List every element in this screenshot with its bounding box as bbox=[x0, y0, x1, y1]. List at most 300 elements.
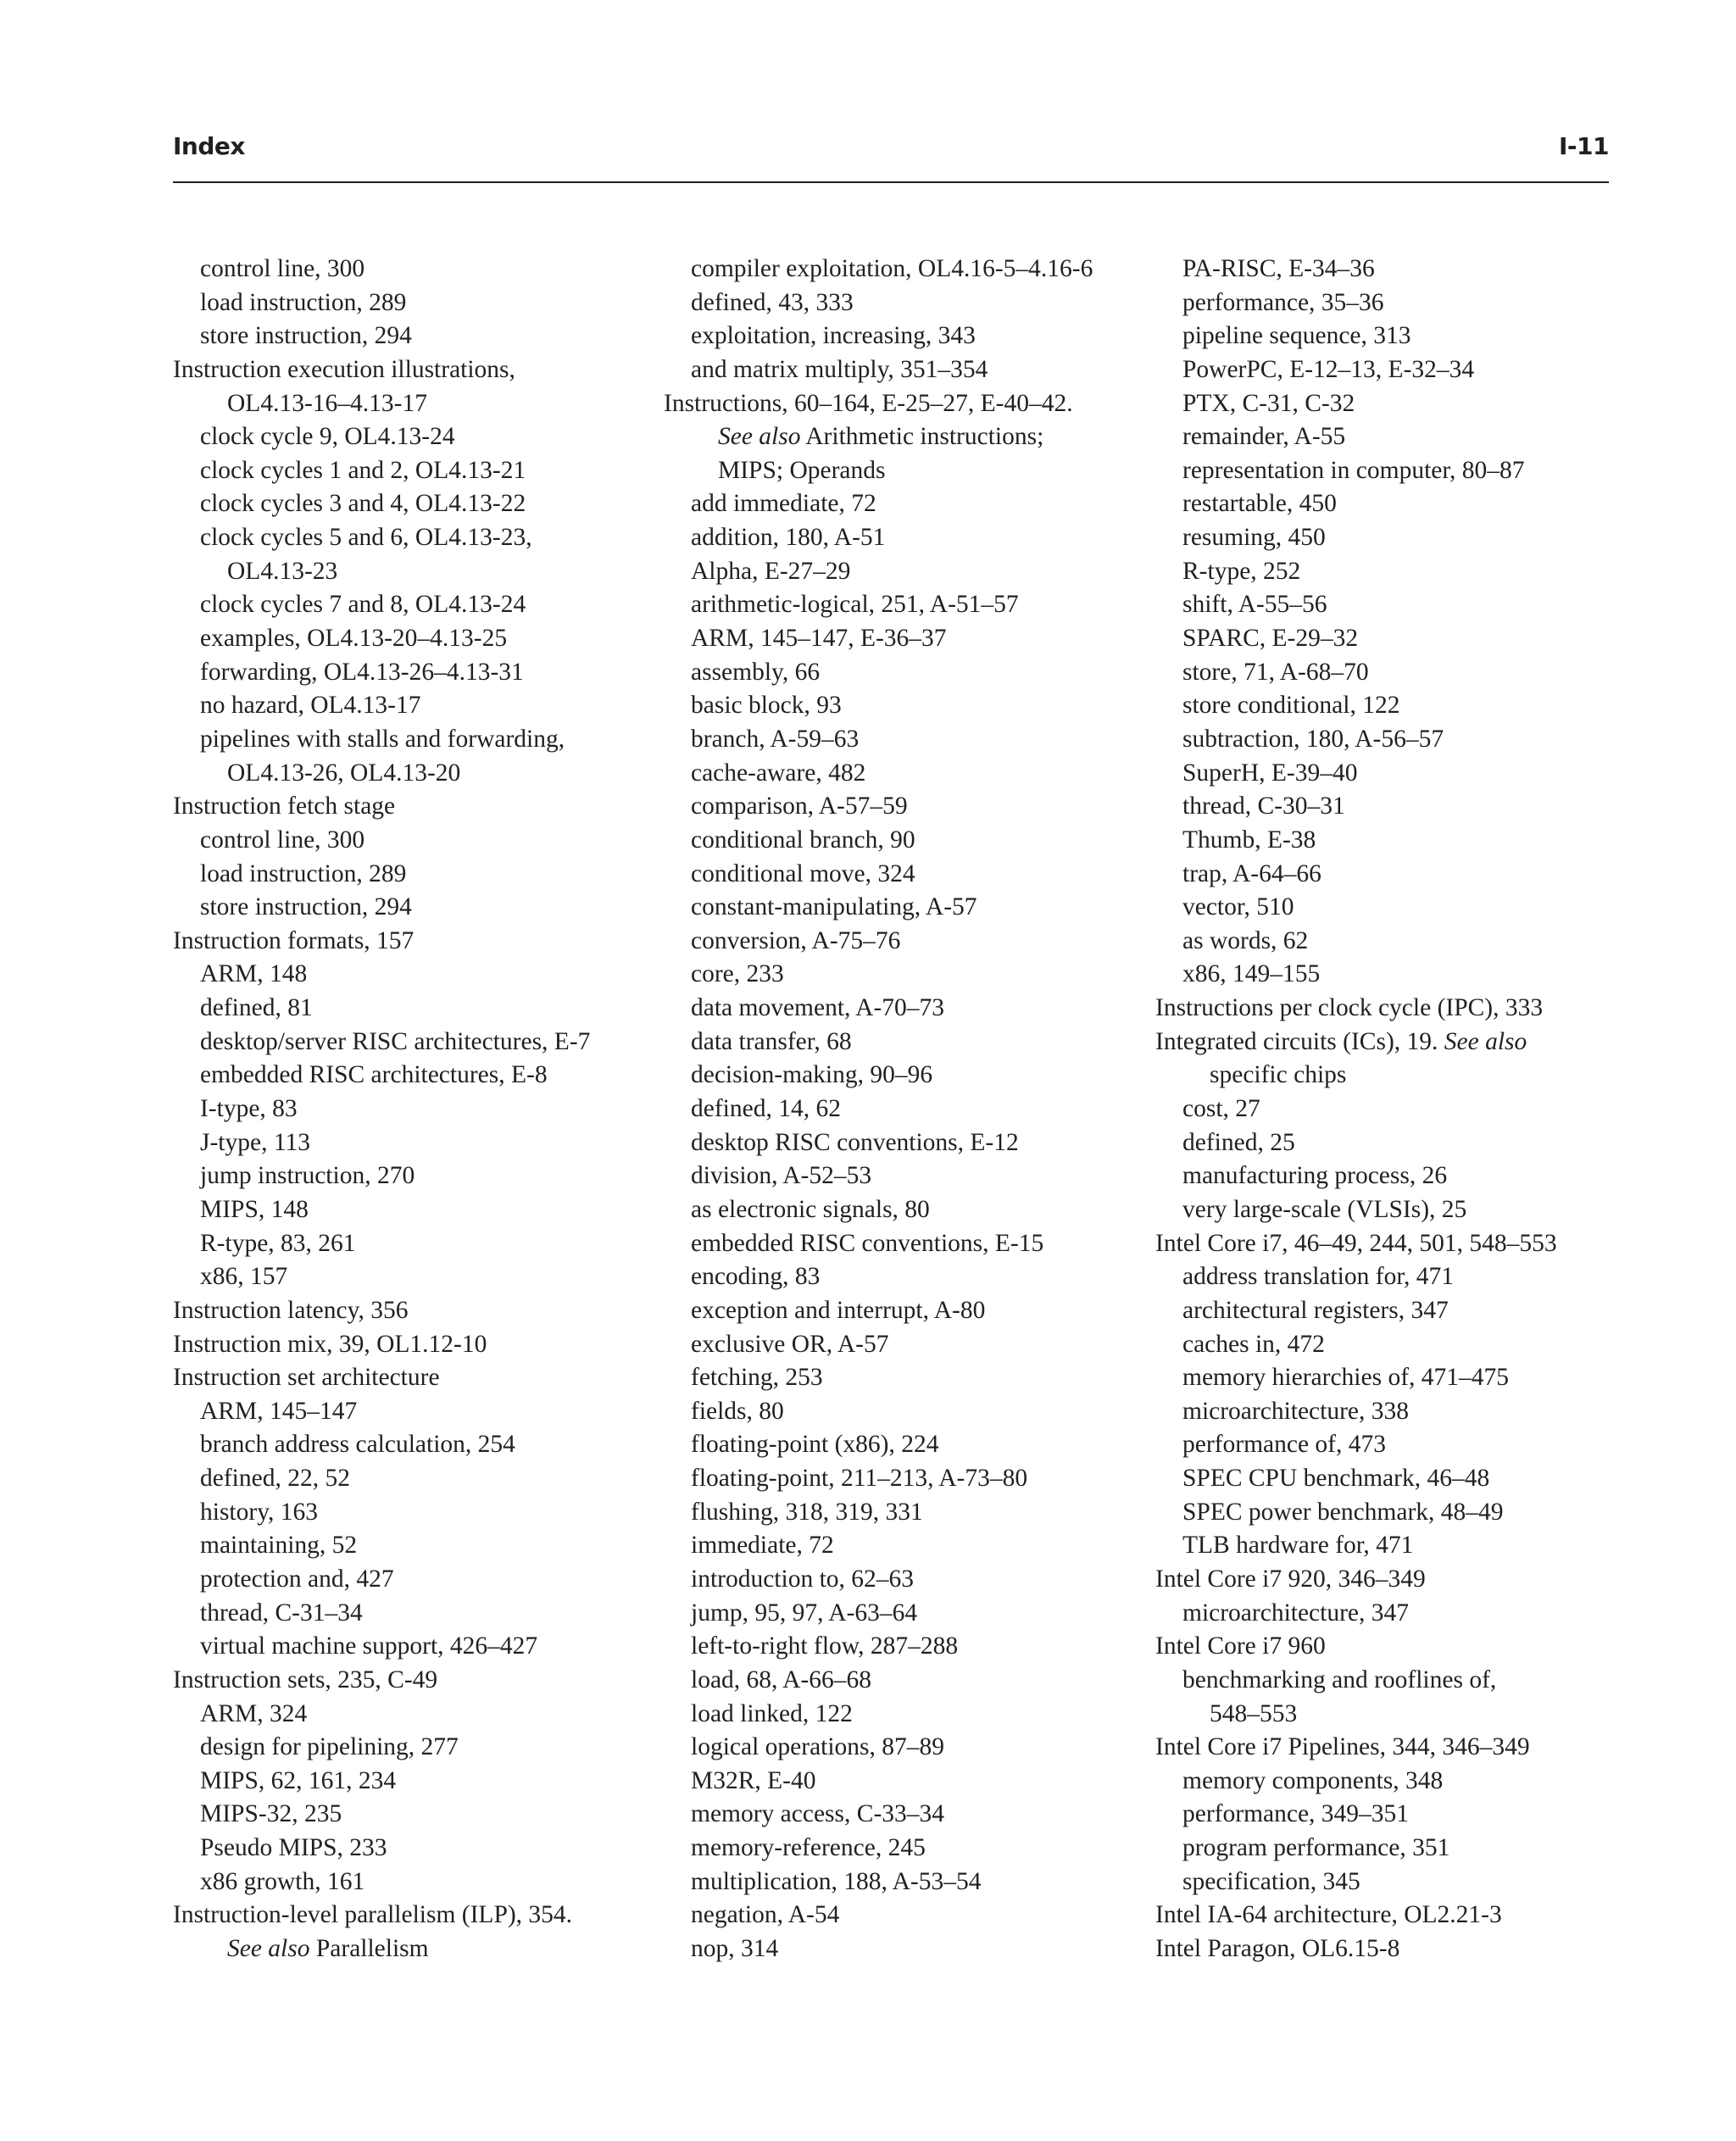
entry-text: conditional move, 324 bbox=[691, 859, 915, 887]
index-subentry bbox=[664, 1664, 1138, 1698]
index-subentry bbox=[173, 1428, 656, 1462]
index-column-3 bbox=[1155, 253, 1630, 1966]
entry-text: OL4.13-23 bbox=[227, 557, 338, 585]
entry-text: address translation for, 471 bbox=[1182, 1263, 1454, 1291]
entry-text: thread, C-31–34 bbox=[200, 1599, 363, 1627]
entry-text: J-type, 113 bbox=[200, 1128, 310, 1156]
index-continuation bbox=[1155, 1059, 1630, 1093]
entry-text: Arithmetic instructions; bbox=[800, 423, 1044, 451]
index-subentry bbox=[1155, 858, 1630, 892]
index-entry bbox=[1155, 1932, 1630, 1966]
entry-text: program performance, 351 bbox=[1182, 1834, 1450, 1862]
index-subentry bbox=[1155, 1496, 1630, 1530]
entry-text: Instruction formats, 157 bbox=[173, 926, 415, 954]
entry-text: Instruction set architecture bbox=[173, 1364, 440, 1392]
index-subentry bbox=[1155, 1529, 1630, 1563]
entry-text: arithmetic-logical, 251, A-51–57 bbox=[691, 591, 1019, 619]
entry-text: defined, 25 bbox=[1182, 1128, 1295, 1156]
entry-text: conditional branch, 90 bbox=[691, 826, 915, 854]
entry-text: load, 68, A-66–68 bbox=[691, 1666, 872, 1693]
entry-text: Instruction-level parallelism (ILP), 354. bbox=[173, 1901, 573, 1929]
entry-text: exclusive OR, A-57 bbox=[691, 1330, 889, 1358]
index-subentry bbox=[664, 992, 1138, 1026]
entry-text: I-type, 83 bbox=[200, 1095, 298, 1123]
index-subentry bbox=[1155, 387, 1630, 421]
index-subentry bbox=[664, 487, 1138, 521]
entry-text: add immediate, 72 bbox=[691, 490, 876, 518]
entry-text: Intel Core i7 960 bbox=[1155, 1632, 1326, 1660]
index-continuation bbox=[664, 454, 1138, 488]
index-continuation bbox=[173, 387, 656, 421]
entry-text: performance of, 473 bbox=[1182, 1431, 1386, 1459]
entry-text: PTX, C-31, C-32 bbox=[1182, 389, 1355, 417]
entry-text: maintaining, 52 bbox=[200, 1532, 358, 1560]
entry-text: Instructions per clock cycle (IPC), 333 bbox=[1155, 994, 1544, 1022]
index-subentry bbox=[173, 420, 656, 454]
entry-text: restartable, 450 bbox=[1182, 490, 1337, 518]
index-subentry bbox=[664, 1328, 1138, 1362]
entry-text: OL4.13-16–4.13-17 bbox=[227, 389, 427, 417]
index-subentry bbox=[664, 1529, 1138, 1563]
index-subentry bbox=[1155, 757, 1630, 791]
index-subentry bbox=[1155, 723, 1630, 757]
index-subentry bbox=[1155, 622, 1630, 656]
entry-text: defined, 14, 62 bbox=[691, 1095, 841, 1123]
entry-text: thread, C-30–31 bbox=[1182, 792, 1345, 820]
index-subentry bbox=[664, 1428, 1138, 1462]
entry-text: logical operations, 87–89 bbox=[691, 1733, 945, 1761]
entry-text: store, 71, A-68–70 bbox=[1182, 658, 1369, 686]
entry-text: subtraction, 180, A-56–57 bbox=[1182, 725, 1444, 753]
index-subentry bbox=[173, 1597, 656, 1631]
entry-text: desktop/server RISC architectures, E-7 bbox=[200, 1027, 591, 1055]
entry-text: control line, 300 bbox=[200, 255, 365, 282]
index-subentry bbox=[1155, 253, 1630, 286]
index-subentry bbox=[664, 1630, 1138, 1664]
entry-text: SPEC power benchmark, 48–49 bbox=[1182, 1498, 1504, 1526]
index-subentry bbox=[173, 723, 656, 757]
index-entry bbox=[173, 1361, 656, 1395]
entry-text: virtual machine support, 426–427 bbox=[200, 1632, 538, 1660]
entry-text: load instruction, 289 bbox=[200, 859, 407, 887]
entry-text: clock cycle 9, OL4.13-24 bbox=[200, 423, 455, 451]
index-subentry bbox=[664, 1227, 1138, 1261]
index-subentry bbox=[664, 1395, 1138, 1429]
entry-text: decision-making, 90–96 bbox=[691, 1061, 933, 1089]
entry-text: conversion, A-75–76 bbox=[691, 926, 901, 954]
index-subentry bbox=[173, 622, 656, 656]
index-subentry bbox=[173, 1093, 656, 1126]
index-subentry bbox=[173, 891, 656, 925]
index-subentry bbox=[664, 1093, 1138, 1126]
index-subentry bbox=[173, 1798, 656, 1832]
entry-text: benchmarking and rooflines of, bbox=[1182, 1666, 1497, 1693]
entry-text: division, A-52–53 bbox=[691, 1162, 872, 1190]
index-subentry bbox=[173, 656, 656, 690]
index-entry bbox=[1155, 1227, 1630, 1261]
index-subentry bbox=[1155, 1832, 1630, 1866]
index-subentry bbox=[664, 958, 1138, 992]
entry-text: Instruction latency, 356 bbox=[173, 1296, 409, 1324]
entry-text: jump, 95, 97, A-63–64 bbox=[691, 1599, 918, 1627]
index-entry bbox=[1155, 1563, 1630, 1597]
index-subentry bbox=[1155, 790, 1630, 824]
index-subentry bbox=[173, 1126, 656, 1160]
index-subentry bbox=[173, 320, 656, 353]
index-subentry bbox=[664, 1462, 1138, 1496]
entry-text: jump instruction, 270 bbox=[200, 1162, 415, 1190]
entry-text: microarchitecture, 347 bbox=[1182, 1599, 1410, 1627]
index-subentry bbox=[664, 588, 1138, 622]
index-subentry bbox=[173, 521, 656, 555]
entry-text: defined, 81 bbox=[200, 994, 313, 1022]
entry-text: Instruction mix, 39, OL1.12-10 bbox=[173, 1330, 487, 1358]
entry-text: Integrated circuits (ICs), 19. bbox=[1155, 1027, 1444, 1055]
entry-text: MIPS, 62, 161, 234 bbox=[200, 1766, 397, 1794]
entry-text: remainder, A-55 bbox=[1182, 423, 1346, 451]
entry-text: Instruction execution illustrations, bbox=[173, 355, 515, 383]
entry-text: Intel Core i7, 46–49, 244, 501, 548–553 bbox=[1155, 1229, 1557, 1257]
entry-text: fetching, 253 bbox=[691, 1364, 823, 1392]
index-subentry bbox=[1155, 1159, 1630, 1193]
index-subentry bbox=[173, 1026, 656, 1059]
entry-text: shift, A-55–56 bbox=[1182, 591, 1327, 619]
entry-text: SuperH, E-39–40 bbox=[1182, 759, 1358, 787]
index-subentry bbox=[664, 521, 1138, 555]
index-subentry bbox=[1155, 555, 1630, 589]
index-entry bbox=[1155, 1731, 1630, 1765]
entry-text: x86 growth, 161 bbox=[200, 1867, 365, 1895]
index-entry bbox=[1155, 1630, 1630, 1664]
entry-text: very large-scale (VLSIs), 25 bbox=[1182, 1195, 1467, 1223]
index-subentry bbox=[173, 1059, 656, 1093]
entry-text: exploitation, increasing, 343 bbox=[691, 322, 976, 350]
entry-text: forwarding, OL4.13-26–4.13-31 bbox=[200, 658, 524, 686]
entry-text: embedded RISC conventions, E-15 bbox=[691, 1229, 1044, 1257]
index-entry bbox=[173, 1664, 656, 1698]
see-also-label: See also bbox=[1444, 1027, 1527, 1055]
entry-text: introduction to, 62–63 bbox=[691, 1565, 915, 1593]
index-subentry bbox=[173, 286, 656, 320]
index-subentry bbox=[1155, 521, 1630, 555]
index-subentry bbox=[173, 1462, 656, 1496]
index-subentry bbox=[1155, 588, 1630, 622]
index-subentry bbox=[173, 1260, 656, 1294]
index-subentry bbox=[664, 1899, 1138, 1932]
entry-text: exception and interrupt, A-80 bbox=[691, 1296, 986, 1324]
entry-text: Intel IA-64 architecture, OL2.21-3 bbox=[1155, 1901, 1502, 1929]
entry-text: as words, 62 bbox=[1182, 926, 1309, 954]
index-subentry bbox=[1155, 454, 1630, 488]
entry-text: Intel Core i7 920, 346–349 bbox=[1155, 1565, 1426, 1593]
index-subentry bbox=[664, 723, 1138, 757]
index-subentry bbox=[664, 253, 1138, 286]
index-subentry bbox=[1155, 891, 1630, 925]
index-entry bbox=[173, 1294, 656, 1328]
entry-text: TLB hardware for, 471 bbox=[1182, 1532, 1414, 1560]
index-subentry bbox=[664, 1496, 1138, 1530]
entry-text: addition, 180, A-51 bbox=[691, 524, 886, 552]
index-subentry bbox=[1155, 320, 1630, 353]
index-subentry bbox=[1155, 1664, 1630, 1698]
index-subentry bbox=[173, 454, 656, 488]
index-subentry bbox=[173, 1630, 656, 1664]
index-subentry bbox=[1155, 487, 1630, 521]
index-entry bbox=[173, 925, 656, 959]
entry-text: cost, 27 bbox=[1182, 1095, 1260, 1123]
index-subentry bbox=[664, 1731, 1138, 1765]
entry-text: data transfer, 68 bbox=[691, 1027, 852, 1055]
index-subentry bbox=[664, 1059, 1138, 1093]
index-subentry bbox=[664, 858, 1138, 892]
entry-text: microarchitecture, 338 bbox=[1182, 1397, 1410, 1425]
entry-text: defined, 22, 52 bbox=[200, 1465, 350, 1493]
entry-text: constant-manipulating, A-57 bbox=[691, 893, 977, 921]
index-subentry bbox=[664, 1193, 1138, 1227]
entry-text: Instruction fetch stage bbox=[173, 792, 396, 820]
page-number: I-11 bbox=[1558, 132, 1609, 160]
entry-text: Instructions, 60–164, E-25–27, E-40–42. bbox=[664, 389, 1073, 417]
entry-text: branch address calculation, 254 bbox=[200, 1431, 515, 1459]
entry-text: x86, 149–155 bbox=[1182, 960, 1321, 988]
index-subentry bbox=[664, 1698, 1138, 1732]
index-subentry bbox=[1155, 958, 1630, 992]
entry-text: clock cycles 3 and 4, OL4.13-22 bbox=[200, 490, 526, 518]
entry-text: load instruction, 289 bbox=[200, 288, 407, 316]
running-header bbox=[173, 129, 1609, 183]
entry-text: trap, A-64–66 bbox=[1182, 859, 1321, 887]
entry-text: R-type, 252 bbox=[1182, 557, 1301, 585]
entry-text: x86, 157 bbox=[200, 1263, 288, 1291]
entry-text: control line, 300 bbox=[200, 826, 365, 854]
index-subentry bbox=[173, 858, 656, 892]
entry-text: clock cycles 5 and 6, OL4.13-23, bbox=[200, 524, 532, 552]
entry-text: ARM, 145–147 bbox=[200, 1397, 358, 1425]
index-subentry bbox=[1155, 1462, 1630, 1496]
index-subentry bbox=[664, 925, 1138, 959]
index-subentry bbox=[664, 1159, 1138, 1193]
entry-text: MIPS; Operands bbox=[718, 456, 886, 484]
index-entry bbox=[173, 1899, 656, 1932]
entry-text: data movement, A-70–73 bbox=[691, 994, 945, 1022]
index-subentry bbox=[1155, 1294, 1630, 1328]
index-subentry bbox=[664, 1563, 1138, 1597]
entry-text: embedded RISC architectures, E-8 bbox=[200, 1061, 548, 1089]
index-subentry bbox=[1155, 1428, 1630, 1462]
entry-text: Alpha, E-27–29 bbox=[691, 557, 851, 585]
entry-text: memory-reference, 245 bbox=[691, 1834, 926, 1862]
entry-text: Thumb, E-38 bbox=[1182, 826, 1316, 854]
index-subentry bbox=[1155, 1361, 1630, 1395]
index-entry bbox=[173, 353, 656, 387]
entry-text: left-to-right flow, 287–288 bbox=[691, 1632, 959, 1660]
index-subentry bbox=[173, 1227, 656, 1261]
entry-text: no hazard, OL4.13-17 bbox=[200, 692, 421, 720]
entry-text: desktop RISC conventions, E-12 bbox=[691, 1128, 1019, 1156]
entry-text: examples, OL4.13-20–4.13-25 bbox=[200, 625, 508, 653]
entry-text: Intel Core i7 Pipelines, 344, 346–349 bbox=[1155, 1733, 1530, 1761]
index-subentry bbox=[664, 1832, 1138, 1866]
index-continuation bbox=[173, 757, 656, 791]
index-subentry bbox=[173, 1529, 656, 1563]
index-subentry bbox=[173, 487, 656, 521]
index-subentry bbox=[664, 320, 1138, 353]
index-subentry bbox=[664, 1361, 1138, 1395]
index-subentry bbox=[173, 253, 656, 286]
see-also-label: See also bbox=[718, 423, 801, 451]
entry-text: vector, 510 bbox=[1182, 893, 1294, 921]
entry-text: protection and, 427 bbox=[200, 1565, 394, 1593]
index-subentry bbox=[173, 1563, 656, 1597]
index-subentry bbox=[664, 353, 1138, 387]
entry-text: assembly, 66 bbox=[691, 658, 821, 686]
index-subentry bbox=[664, 1866, 1138, 1899]
entry-text: Instruction sets, 235, C-49 bbox=[173, 1666, 438, 1693]
index-subentry bbox=[664, 286, 1138, 320]
index-subentry bbox=[1155, 689, 1630, 723]
entry-text: SPEC CPU benchmark, 46–48 bbox=[1182, 1465, 1490, 1493]
entry-text: pipelines with stalls and forwarding, bbox=[200, 725, 565, 753]
index-subentry bbox=[1155, 353, 1630, 387]
index-subentry bbox=[664, 891, 1138, 925]
index-subentry bbox=[173, 1698, 656, 1732]
index-column-1 bbox=[173, 253, 656, 1966]
entry-text: PowerPC, E-12–13, E-32–34 bbox=[1182, 355, 1475, 383]
entry-text: 548–553 bbox=[1210, 1699, 1298, 1727]
entry-text: core, 233 bbox=[691, 960, 784, 988]
entry-text: representation in computer, 80–87 bbox=[1182, 456, 1525, 484]
entry-text: history, 163 bbox=[200, 1498, 319, 1526]
entry-text: design for pipelining, 277 bbox=[200, 1733, 459, 1761]
entry-text: OL4.13-26, OL4.13-20 bbox=[227, 759, 461, 787]
index-continuation bbox=[664, 420, 1138, 454]
index-subentry bbox=[1155, 656, 1630, 690]
entry-text: encoding, 83 bbox=[691, 1263, 821, 1291]
entry-text: negation, A-54 bbox=[691, 1901, 840, 1929]
index-subentry bbox=[664, 1026, 1138, 1059]
entry-text: store conditional, 122 bbox=[1182, 692, 1400, 720]
index-subentry bbox=[1155, 1260, 1630, 1294]
index-subentry bbox=[1155, 1798, 1630, 1832]
index-subentry bbox=[173, 1866, 656, 1899]
index-subentry bbox=[173, 824, 656, 858]
index-subentry bbox=[664, 1260, 1138, 1294]
entry-text: defined, 43, 333 bbox=[691, 288, 854, 316]
index-subentry bbox=[173, 1159, 656, 1193]
index-continuation bbox=[173, 555, 656, 589]
index-entry bbox=[664, 387, 1138, 421]
index-subentry bbox=[1155, 1126, 1630, 1160]
entry-text: architectural registers, 347 bbox=[1182, 1296, 1449, 1324]
entry-text: memory hierarchies of, 471–475 bbox=[1182, 1364, 1510, 1392]
entry-text: manufacturing process, 26 bbox=[1182, 1162, 1448, 1190]
index-subentry bbox=[173, 1193, 656, 1227]
entry-text: M32R, E-40 bbox=[691, 1766, 816, 1794]
entry-text: comparison, A-57–59 bbox=[691, 792, 908, 820]
entry-text: ARM, 148 bbox=[200, 960, 308, 988]
index-subentry bbox=[1155, 925, 1630, 959]
index-subentry bbox=[664, 824, 1138, 858]
index-subentry bbox=[1155, 1395, 1630, 1429]
index-subentry bbox=[173, 1765, 656, 1799]
entry-text: Pseudo MIPS, 233 bbox=[200, 1834, 387, 1862]
index-subentry bbox=[1155, 1765, 1630, 1799]
entry-text: as electronic signals, 80 bbox=[691, 1195, 930, 1223]
index-subentry bbox=[173, 689, 656, 723]
index-subentry bbox=[173, 958, 656, 992]
entry-text: clock cycles 7 and 8, OL4.13-24 bbox=[200, 591, 526, 619]
see-also-label: See also bbox=[227, 1935, 310, 1963]
index-subentry bbox=[664, 622, 1138, 656]
index-subentry bbox=[1155, 1597, 1630, 1631]
entry-text: specific chips bbox=[1210, 1061, 1347, 1089]
index-column-2 bbox=[664, 253, 1138, 1966]
entry-text: Intel Paragon, OL6.15-8 bbox=[1155, 1935, 1400, 1963]
index-subentry bbox=[173, 1496, 656, 1530]
index-entry bbox=[1155, 1899, 1630, 1932]
index-subentry bbox=[1155, 1866, 1630, 1899]
index-subentry bbox=[664, 1294, 1138, 1328]
index-subentry bbox=[664, 555, 1138, 589]
entry-text: branch, A-59–63 bbox=[691, 725, 860, 753]
index-subentry bbox=[1155, 286, 1630, 320]
entry-text: floating-point, 211–213, A-73–80 bbox=[691, 1465, 1028, 1493]
index-subentry bbox=[1155, 824, 1630, 858]
entry-text: cache-aware, 482 bbox=[691, 759, 866, 787]
entry-text: flushing, 318, 319, 331 bbox=[691, 1498, 923, 1526]
entry-text: MIPS-32, 235 bbox=[200, 1800, 342, 1828]
entry-text: immediate, 72 bbox=[691, 1532, 834, 1560]
index-subentry bbox=[173, 1395, 656, 1429]
section-title: Index bbox=[173, 132, 245, 160]
index-entry bbox=[173, 790, 656, 824]
entry-text: pipeline sequence, 313 bbox=[1182, 322, 1411, 350]
entry-text: multiplication, 188, A-53–54 bbox=[691, 1867, 982, 1895]
index-subentry bbox=[664, 757, 1138, 791]
index-entry bbox=[1155, 1026, 1630, 1059]
index-subentry bbox=[1155, 1093, 1630, 1126]
index-subentry bbox=[664, 656, 1138, 690]
entry-text: performance, 349–351 bbox=[1182, 1800, 1410, 1828]
index-subentry bbox=[1155, 1193, 1630, 1227]
entry-text: PA-RISC, E-34–36 bbox=[1182, 255, 1375, 282]
index-subentry bbox=[173, 588, 656, 622]
entry-text: ARM, 145–147, E-36–37 bbox=[691, 625, 947, 653]
index-subentry bbox=[1155, 1328, 1630, 1362]
index-subentry bbox=[664, 1798, 1138, 1832]
entry-text: Parallelism bbox=[309, 1935, 429, 1963]
entry-text: specification, 345 bbox=[1182, 1867, 1360, 1895]
entry-text: memory access, C-33–34 bbox=[691, 1800, 945, 1828]
index-subentry bbox=[664, 1932, 1138, 1966]
index-subentry bbox=[173, 992, 656, 1026]
entry-text: nop, 314 bbox=[691, 1935, 779, 1963]
index-entry bbox=[1155, 992, 1630, 1026]
entry-text: and matrix multiply, 351–354 bbox=[691, 355, 988, 383]
index-subentry bbox=[664, 1597, 1138, 1631]
entry-text: memory components, 348 bbox=[1182, 1766, 1444, 1794]
index-subentry bbox=[664, 1765, 1138, 1799]
entry-text: store instruction, 294 bbox=[200, 322, 412, 350]
entry-text: fields, 80 bbox=[691, 1397, 784, 1425]
entry-text: store instruction, 294 bbox=[200, 893, 412, 921]
entry-text: clock cycles 1 and 2, OL4.13-21 bbox=[200, 456, 526, 484]
index-subentry bbox=[664, 1126, 1138, 1160]
index-subentry bbox=[664, 689, 1138, 723]
entry-text: floating-point (x86), 224 bbox=[691, 1431, 939, 1459]
index-subentry bbox=[664, 790, 1138, 824]
index-subentry bbox=[173, 1832, 656, 1866]
